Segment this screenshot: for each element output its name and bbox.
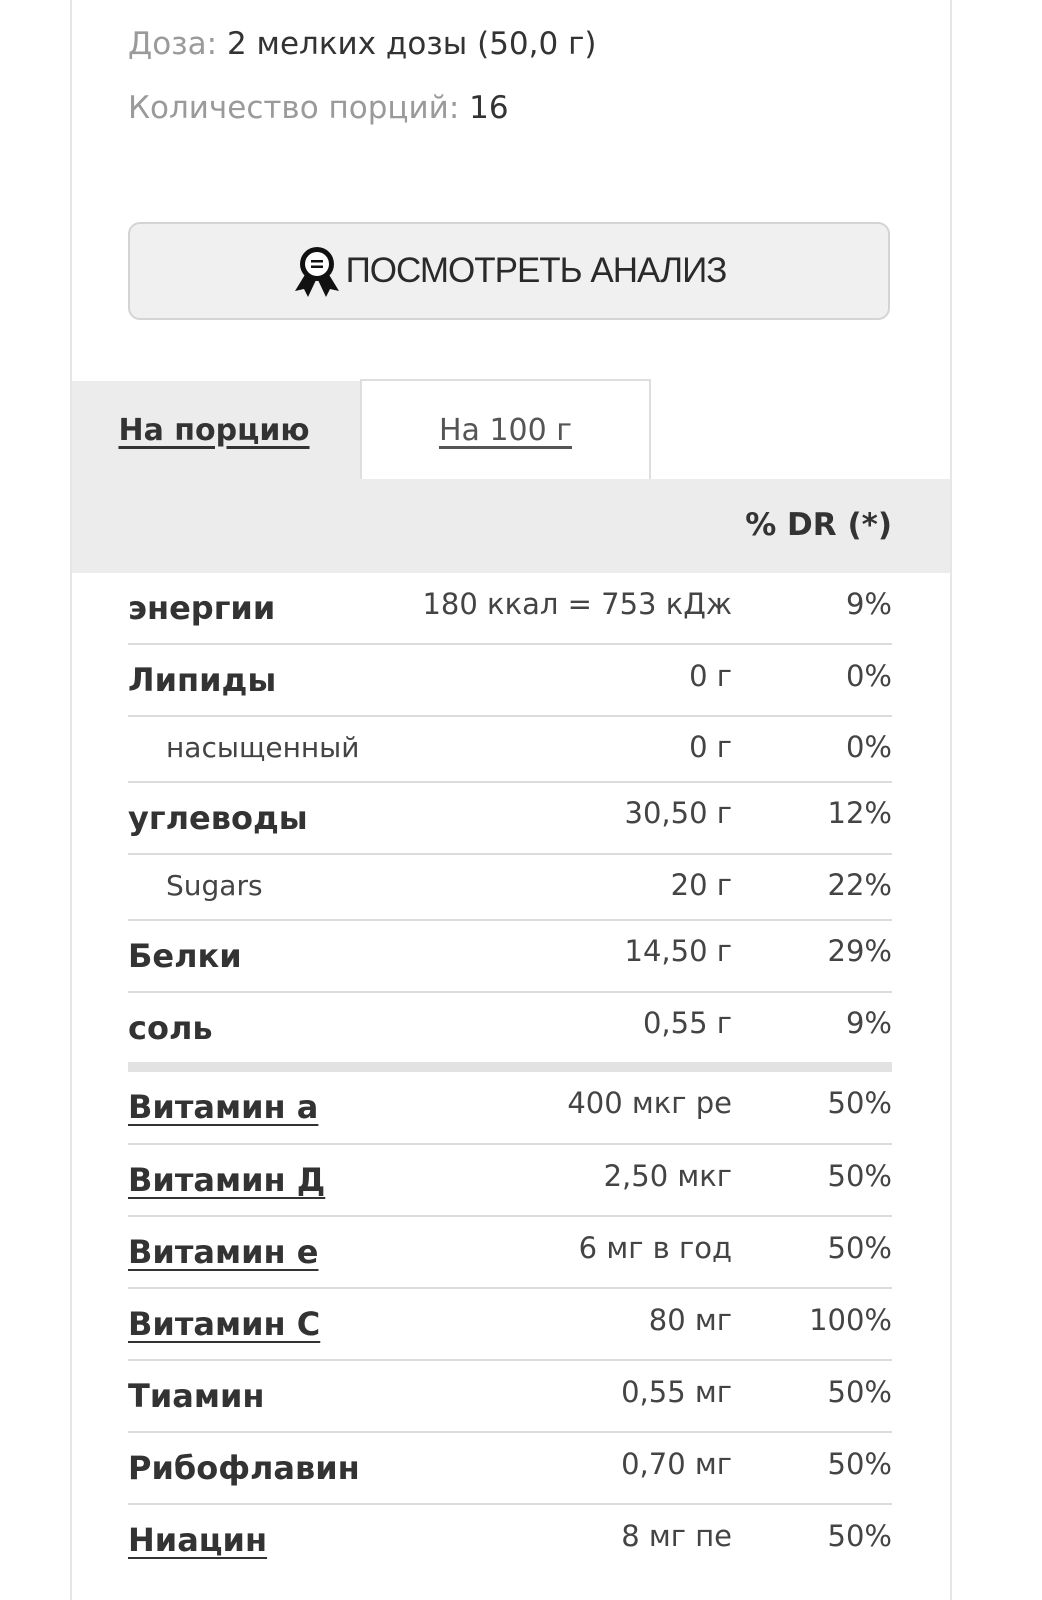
nutrient-amount: 180 ккал = 753 кДж [422,587,732,621]
table-row [128,855,892,921]
table-row [128,1145,892,1217]
table-row [128,1289,892,1361]
vitamin-d-link[interactable]: Витамин Д [128,1161,326,1199]
nutrient-amount: 14,50 г [624,934,732,968]
table-row [128,921,892,993]
dose-label: Доза: [128,26,218,62]
vitamins-section-divider [128,1062,892,1072]
servings-label: Количество порций: [128,90,460,126]
vitamin-a-link[interactable]: Витамин а [128,1088,319,1126]
nutrient-name: насыщенный [166,731,360,764]
nutrient-amount: 0,55 г [642,1006,732,1040]
table-row [128,1505,892,1600]
table-row [128,1433,892,1505]
nutrient-dr-percent: 50% [827,1231,892,1265]
view-analysis-button[interactable] [128,222,890,320]
nutrient-dr-percent: 22% [827,868,892,902]
nutrient-name: энергии [128,589,276,627]
content-left-border [70,0,72,1600]
award-ribbon-icon [292,245,342,297]
nutrition-table-header [72,479,950,573]
table-row [128,573,892,645]
nutrient-amount: 0,55 мг [621,1375,732,1409]
vitamin-e-link[interactable]: Витамин е [128,1233,319,1271]
tab-per-serving-label: На порцию [118,412,310,448]
table-row [128,1217,892,1289]
nutrient-dr-percent: 50% [827,1159,892,1193]
table-row [128,993,892,1062]
nutrient-amount: 6 мг в год [578,1231,732,1265]
nutrient-name: Sugars [166,869,263,902]
nutrient-amount: 0,70 мг [621,1447,732,1481]
table-row [128,717,892,783]
tab-per-100g[interactable] [360,379,651,479]
tab-per-100g-label: На 100 г [438,412,573,448]
content-right-border [950,0,952,1600]
nutrient-dr-percent: 50% [827,1086,892,1120]
niacin-link[interactable]: Ниацин [128,1521,268,1559]
nutrient-name: Белки [128,937,242,975]
nutrient-dr-percent: 9% [845,587,892,621]
nutrient-amount: 80 мг [648,1303,732,1337]
nutrient-name: углеводы [128,799,308,837]
daily-reference-header: % DR (*) [745,507,892,543]
table-row [128,645,892,717]
nutrient-name: Тиамин [128,1377,265,1415]
nutrient-amount: 2,50 мкг [603,1159,732,1193]
nutrient-dr-percent: 50% [827,1519,892,1553]
vitamin-c-link[interactable]: Витамин С [128,1305,321,1343]
table-row [128,1072,892,1145]
nutrient-dr-percent: 29% [827,934,892,968]
nutrient-amount: 0 г [689,659,732,693]
nutrient-amount: 8 мг пе [621,1519,732,1553]
nutrient-dr-percent: 9% [845,1006,892,1040]
nutrient-dr-percent: 50% [827,1375,892,1409]
nutrient-dr-percent: 0% [845,730,892,764]
nutrient-dr-percent: 100% [809,1303,892,1337]
servings-value: 16 [469,90,509,126]
tab-per-serving[interactable] [72,381,360,479]
servings-info [128,88,509,128]
nutrient-dr-percent: 0% [845,659,892,693]
dose-value: 2 мелких дозы (50,0 г) [226,26,597,62]
nutrient-amount: 20 г [670,868,732,902]
nutrient-name: Рибофлавин [128,1449,360,1487]
nutrient-amount: 400 мкг ре [567,1086,732,1120]
table-row [128,783,892,855]
table-row [128,1361,892,1433]
nutrient-name: Липиды [128,661,277,699]
nutrient-name: соль [128,1009,213,1047]
nutrient-amount: 0 г [689,730,732,764]
dose-info [128,24,596,64]
nutrient-amount: 30,50 г [624,796,732,830]
nutrient-dr-percent: 50% [827,1447,892,1481]
view-analysis-label: ПОСМОТРЕТЬ АНАЛИЗ [345,251,727,290]
nutrient-dr-percent: 12% [827,796,892,830]
